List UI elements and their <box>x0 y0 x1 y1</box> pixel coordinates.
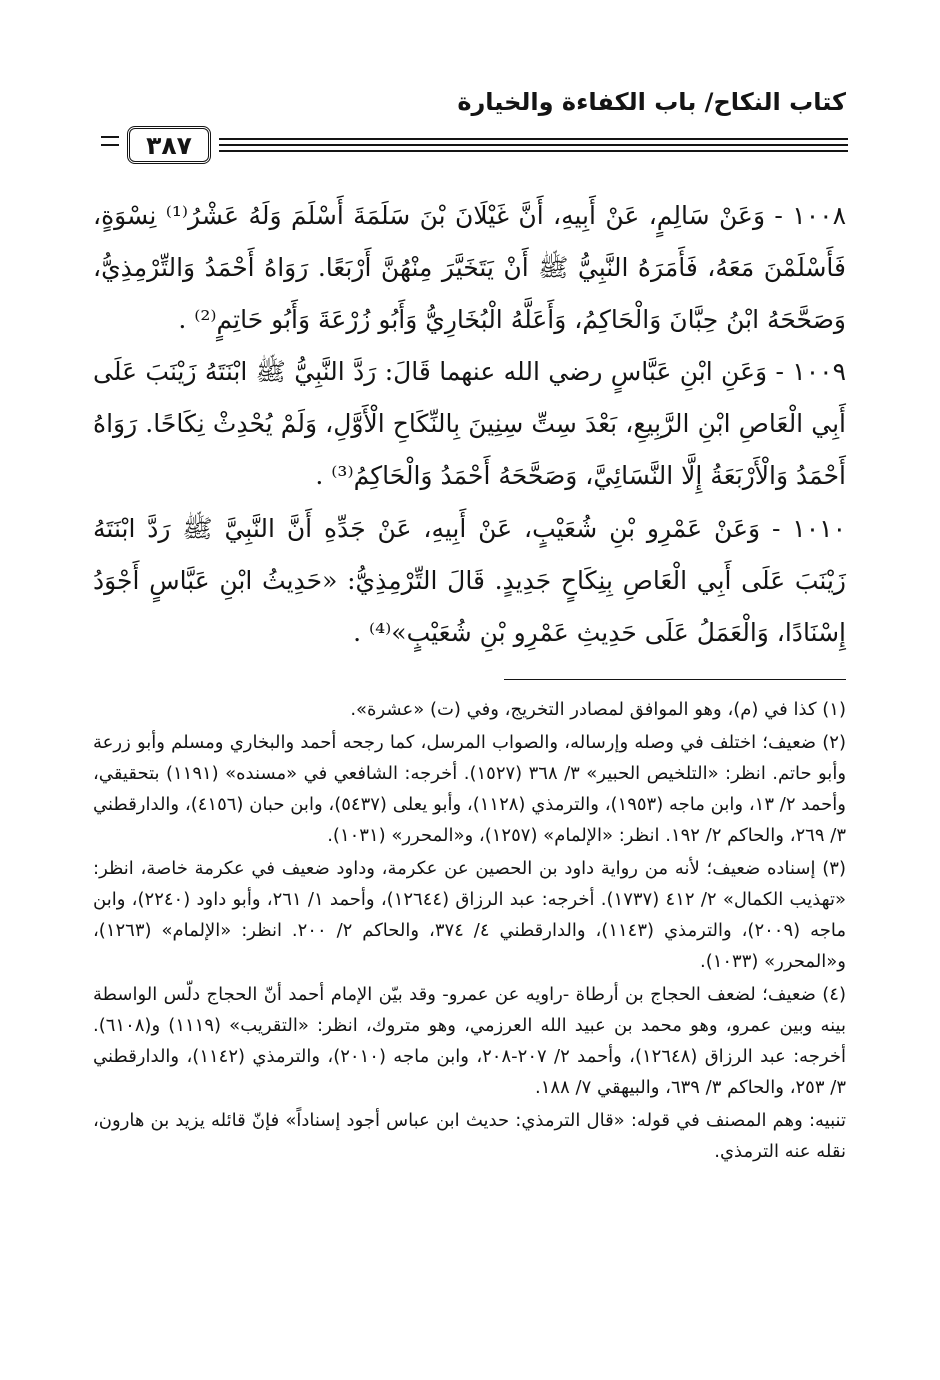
page-number: ٣٨٧ <box>127 126 211 164</box>
hadith-paragraph: ١٠٠٩ - وَعَنِ ابْنِ عَبَّاسٍ رضي الله عنهما قَالَ: رَدَّ النَّبِيُّ ﷺ ابْنَتَهُ زَيْنَبَ عَلَى أَبِي الْعَاصِ ابْنِ الرَّبِيعِ، بَعْدَ سِتِّ سِنِينَ بِالنِّكَاحِ الْأَوَّلِ، وَلَمْ يُحْدِثْ نِكَاحًا. رَوَاهُ أَحْمَدُ وَالْأَرْبَعَةُ إِلَّا النَّسَائِيَّ، وَصَحَّحَهُ أَحْمَدُ وَالْحَاكِمُ⁽³⁾ . <box>93 357 846 490</box>
footnote <box>93 694 846 725</box>
footnote-text: ضعيف؛ لضعف الحجاج بن أرطاة -راويه عن عمرو- وقد بيّن الإمام أحمد أنّ الحجاج دلّس الواسطة بينه وبين عمرو، وهو محمد بن عبيد الله العرزمي، وهو متروك، انظر: «التقريب» (١١١٩) و(٦١٠٨). أخرجه: عبد الرزاق (١٢٦٤٨)، وأحمد ٢/ ٢٠٧-٢٠٨، وابن ماجه (٢٠١٠)، والترمذي (١١٤٢)، والدارقطني ٣/ ٢٥٣، والحاكم ٣/ ٦٣٩، والبيهقي ٧/ ١٨٨. <box>93 984 846 1098</box>
footnote-text: إسناده ضعيف؛ لأنه من رواية داود بن الحصين عن عكرمة، وداود ضعيف في عكرمة خاصة، انظر: «تهذيب الكمال» ٢/ ٤١٢ (١٧٣٧). أخرجه: عبد الرزاق (١٢٦٤٤)، وأحمد ١/ ٢٦١، وأبو داود (٢٢٤٠)، وابن ماجه (٢٠٠٩)، والترمذي (١١٤٣)، والدارقطني ٤/ ٣٧٤، والحاكم ٢/ ٢٠٠. انظر: «الإلمام» (١٢٦٣)، و«المحرر» (١٠٣٣). <box>93 858 846 972</box>
footnote-marker: (٢) <box>822 732 846 753</box>
footnotes <box>93 694 846 1167</box>
footnote-text: كذا في (م)، وهو الموافق لمصادر التخريج، وفي (ت) «عشرة». <box>350 699 817 720</box>
rule-triple-line <box>219 138 848 152</box>
footnote <box>93 853 846 977</box>
rule-end-mark <box>101 136 119 150</box>
footnote-marker: (١) <box>822 699 846 720</box>
footnote-separator <box>504 679 846 680</box>
hadith-paragraph: ١٠٠٨ - وَعَنْ سَالِمٍ، عَنْ أَبِيهِ، أَنَّ غَيْلَانَ بْنَ سَلَمَةَ أَسْلَمَ وَلَهُ عَشْرُ⁽¹⁾ نِسْوَةٍ، فَأَسْلَمْنَ مَعَهُ، فَأَمَرَهُ النَّبِيُّ ﷺ أَنْ يَتَخَيَّرَ مِنْهُنَّ أَرْبَعًا. رَوَاهُ أَحْمَدُ وَالتِّرْمِذِيُّ، وَصَحَّحَهُ ابْنُ حِبَّانَ وَالْحَاكِمُ، وَأَعَلَّهُ الْبُخَارِيُّ وَأَبُو زُرْعَةَ وَأَبُو حَاتِمٍ⁽²⁾ . <box>93 201 846 334</box>
footnote <box>93 727 846 851</box>
footnote-marker: (٤) <box>822 984 846 1005</box>
editor-note: تنبيه: وهم المصنف في قوله: «قال الترمذي: حديث ابن عباس أجود إسناداً» فإنّ قائله يزيد بن هارون، نقله عنه الترمذي. <box>93 1110 846 1162</box>
running-header-title: كتاب النكاح/ باب الكفاءة والخيارة <box>457 88 846 116</box>
footnote-text: ضعيف؛ اختلف في وصله وإرساله، والصواب المرسل، كما رجحه أحمد والبخاري ومسلم وأبو زرعة وأبو حاتم. انظر: «التلخيص الحبير» ٣/ ٣٦٨ (١٥٢٧). أخرجه: الشافعي في «مسنده» (١١٩١) بتحقيقي، وأحمد ٢/ ١٣، وابن ماجه (١٩٥٣)، والترمذي (١١٢٨)، وأبو يعلى (٥٤٣٧)، وابن حبان (٤١٥٦)، والدارقطني ٣/ ٢٦٩، والحاكم ٢/ ١٩٢. انظر: «الإلمام» (١٢٥٧)، و«المحرر» (١٠٣١). <box>93 732 847 846</box>
hadith-paragraph: ١٠١٠ - وَعَنْ عَمْرِو بْنِ شُعَيْبٍ، عَنْ أَبِيهِ، عَنْ جَدِّهِ أَنَّ النَّبِيَّ ﷺ رَدَّ ابْنَتَهُ زَيْنَبَ عَلَى أَبِي الْعَاصِ بِنِكَاحٍ جَدِيدٍ. قَالَ التِّرْمِذِيُّ: «حَدِيثُ ابْنِ عَبَّاسٍ أَجْوَدُ إِسْنَادًا، وَالْعَمَلُ عَلَى حَدِيثِ عَمْرِو بْنِ شُعَيْبٍ»⁽⁴⁾ . <box>93 514 846 647</box>
footnote-marker: (٣) <box>822 858 846 879</box>
header-rule <box>101 126 848 170</box>
footnote <box>93 979 846 1103</box>
